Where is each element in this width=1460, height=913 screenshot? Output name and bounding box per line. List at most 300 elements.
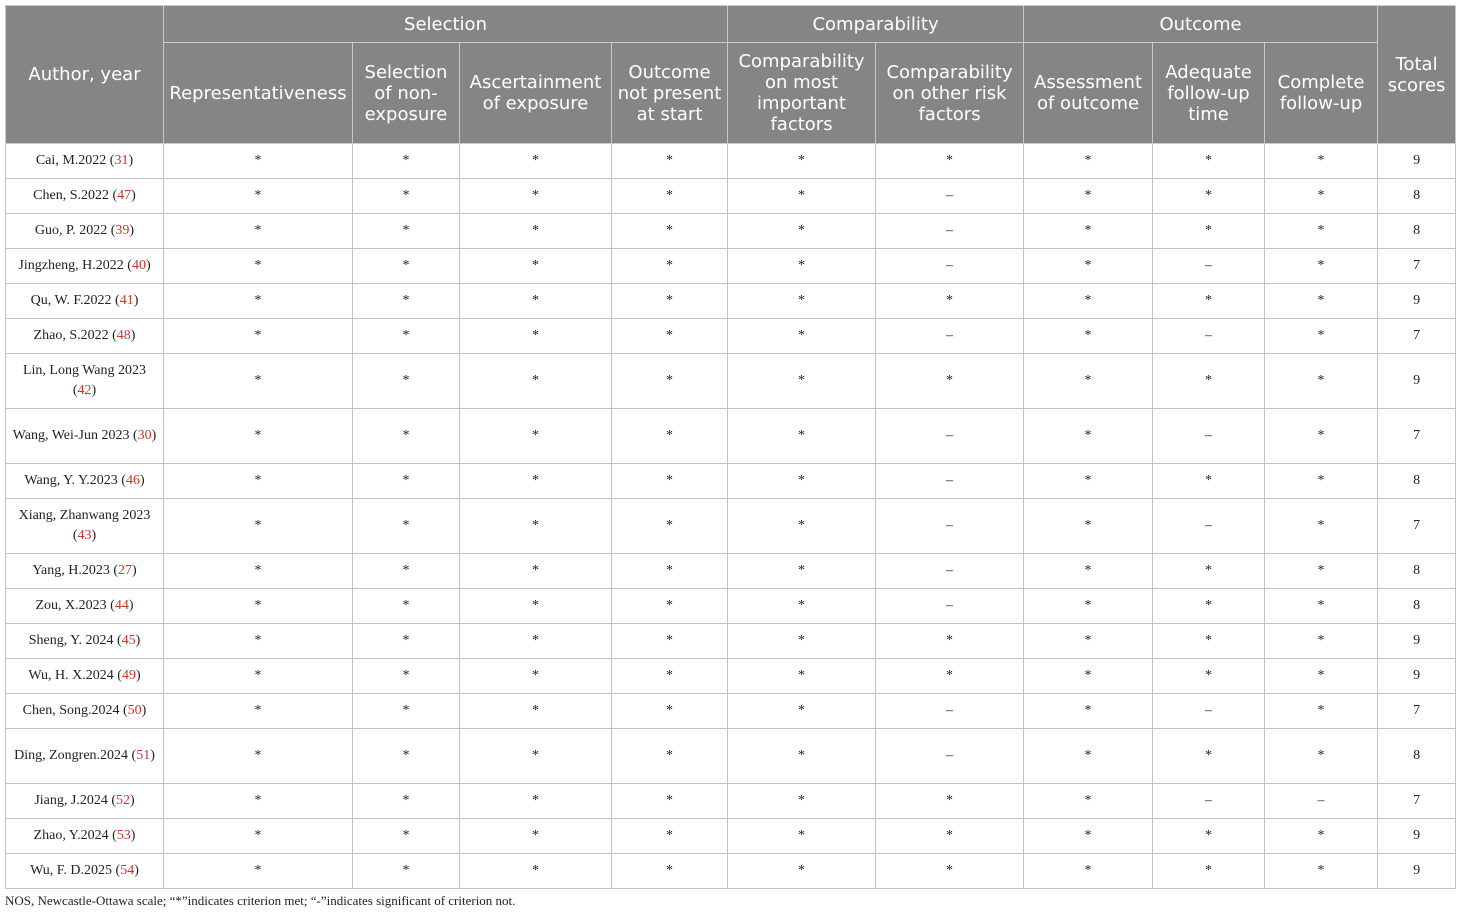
score-cell: * [612, 179, 728, 214]
score-cell: – [1153, 409, 1265, 464]
reference-link[interactable]: 40 [131, 258, 146, 273]
score-cell: * [1265, 819, 1378, 854]
author-text: Jingzheng, H.2022 ( [18, 258, 132, 273]
table-row [6, 589, 1456, 624]
score-cell: * [612, 784, 728, 819]
table-row [6, 179, 1456, 214]
score-cell: * [728, 659, 876, 694]
score-cell: – [1153, 319, 1265, 354]
score-cell: * [1024, 144, 1153, 179]
table-row [6, 214, 1456, 249]
score-cell: * [164, 409, 353, 464]
score-cell: * [728, 784, 876, 819]
author-paren-close: ) [128, 153, 134, 168]
score-cell: * [876, 284, 1024, 319]
header-outcome-not-present: Outcome not present at start [612, 43, 728, 144]
reference-link[interactable]: 54 [120, 863, 135, 878]
score-cell: * [1024, 819, 1153, 854]
header-outcome: Outcome [1024, 6, 1378, 43]
score-cell: – [876, 249, 1024, 284]
score-cell: * [164, 499, 353, 554]
author-cell [6, 249, 164, 284]
header-selection: Selection [164, 6, 728, 43]
score-cell: * [612, 854, 728, 889]
score-cell: * [353, 249, 460, 284]
total-score-cell: 8 [1378, 554, 1456, 589]
score-cell: * [1265, 409, 1378, 464]
score-cell: * [1153, 624, 1265, 659]
score-cell: * [876, 659, 1024, 694]
author-paren-close: ) [91, 383, 97, 398]
score-cell: * [460, 319, 612, 354]
score-cell: * [353, 284, 460, 319]
reference-link[interactable]: 52 [116, 793, 130, 808]
author-paren-close: ) [131, 188, 136, 203]
table-body [6, 144, 1456, 889]
author-text: Yang, H.2023 ( [32, 563, 119, 578]
table-row [6, 249, 1456, 284]
table-row [6, 659, 1456, 694]
author-paren-close: ) [150, 748, 155, 763]
score-cell: * [612, 214, 728, 249]
score-cell: * [353, 589, 460, 624]
author-paren-close: ) [130, 328, 136, 343]
score-cell: * [164, 729, 353, 784]
score-cell: * [164, 214, 353, 249]
score-cell: – [876, 554, 1024, 589]
score-cell: * [1265, 249, 1378, 284]
score-cell: * [353, 694, 460, 729]
score-cell: * [1024, 729, 1153, 784]
score-cell: * [460, 144, 612, 179]
header-complete-follow-up: Complete follow-up [1265, 43, 1378, 144]
author-cell [6, 214, 164, 249]
author-cell [6, 354, 164, 409]
author-paren-close: ) [135, 633, 141, 648]
header-author-year: Author, year [6, 6, 164, 144]
score-cell: – [1153, 694, 1265, 729]
score-cell: * [728, 729, 876, 784]
total-score-cell: 7 [1378, 319, 1456, 354]
total-score-cell: 8 [1378, 589, 1456, 624]
table-row [6, 694, 1456, 729]
author-paren-close: ) [141, 703, 147, 718]
author-cell [6, 659, 164, 694]
score-cell: * [353, 624, 460, 659]
score-cell: * [728, 499, 876, 554]
table-row [6, 144, 1456, 179]
score-cell: * [164, 464, 353, 499]
score-cell: * [1024, 784, 1153, 819]
reference-link[interactable]: 47 [117, 188, 132, 203]
author-text: Wu, H. X.2024 ( [28, 668, 122, 683]
author-cell [6, 144, 164, 179]
reference-link[interactable]: 51 [136, 748, 151, 763]
author-paren-close: ) [129, 223, 135, 238]
header-total-scores: Total scores [1378, 6, 1456, 144]
reference-link[interactable]: 27 [118, 563, 133, 578]
table-row [6, 354, 1456, 409]
total-score-cell: 9 [1378, 624, 1456, 659]
author-text: Wang, Y. Y.2023 ( [24, 473, 126, 488]
author-paren-close: ) [145, 258, 151, 273]
total-score-cell: 8 [1378, 729, 1456, 784]
score-cell: – [876, 499, 1024, 554]
header-comparability-important: Comparability on most important factors [728, 43, 876, 144]
score-cell: * [612, 319, 728, 354]
reference-link[interactable]: 31 [114, 153, 129, 168]
score-cell: * [1265, 464, 1378, 499]
score-cell: * [612, 554, 728, 589]
score-cell: * [460, 784, 612, 819]
score-cell: * [728, 214, 876, 249]
score-cell: * [1265, 499, 1378, 554]
score-cell: * [460, 284, 612, 319]
score-cell: – [1265, 784, 1378, 819]
header-assessment-outcome: Assessment of outcome [1024, 43, 1153, 144]
score-cell: * [164, 249, 353, 284]
author-text: Ding, Zongren.2024 ( [14, 748, 137, 763]
score-cell: * [728, 624, 876, 659]
author-paren-close: ) [130, 793, 135, 808]
author-cell [6, 464, 164, 499]
score-cell: * [876, 784, 1024, 819]
author-text: Zhao, Y.2024 ( [33, 828, 117, 843]
score-cell: * [1265, 179, 1378, 214]
total-score-cell: 9 [1378, 854, 1456, 889]
author-cell [6, 729, 164, 784]
table-row [6, 819, 1456, 854]
score-cell: * [164, 144, 353, 179]
author-text: Guo, P. 2022 ( [34, 223, 116, 238]
score-cell: * [728, 694, 876, 729]
reference-link[interactable]: 48 [116, 328, 131, 343]
total-score-cell: 9 [1378, 659, 1456, 694]
score-cell: * [353, 409, 460, 464]
header-comparability-other: Comparability on other risk factors [876, 43, 1024, 144]
table-row [6, 319, 1456, 354]
score-cell: * [1024, 499, 1153, 554]
author-text: Zou, X.2023 ( [35, 598, 115, 613]
score-cell: * [728, 409, 876, 464]
score-cell: * [164, 784, 353, 819]
author-cell [6, 624, 164, 659]
score-cell: * [353, 179, 460, 214]
score-cell: * [876, 854, 1024, 889]
score-cell: * [1024, 694, 1153, 729]
score-cell: * [164, 554, 353, 589]
table-row [6, 854, 1456, 889]
score-cell: * [164, 589, 353, 624]
score-cell: * [612, 499, 728, 554]
author-paren-close: ) [134, 863, 139, 878]
score-cell: * [1265, 659, 1378, 694]
score-cell: * [353, 144, 460, 179]
author-paren-close: ) [135, 668, 141, 683]
score-cell: * [612, 729, 728, 784]
score-cell: * [1024, 854, 1153, 889]
author-text: Chen, Song.2024 ( [22, 703, 128, 718]
reference-link[interactable]: 43 [77, 528, 92, 543]
score-cell: * [164, 179, 353, 214]
score-cell: * [460, 854, 612, 889]
score-cell: * [1024, 179, 1153, 214]
score-cell: * [1024, 354, 1153, 409]
author-cell [6, 499, 164, 554]
table-row [6, 284, 1456, 319]
score-cell: * [612, 694, 728, 729]
score-cell: * [1024, 409, 1153, 464]
score-cell: – [876, 214, 1024, 249]
author-cell [6, 854, 164, 889]
score-cell: * [1153, 819, 1265, 854]
total-score-cell: 9 [1378, 284, 1456, 319]
score-cell: * [164, 854, 353, 889]
score-cell: – [876, 729, 1024, 784]
author-text: Chen, S.2022 ( [33, 188, 118, 203]
reference-link[interactable]: 46 [125, 473, 140, 488]
score-cell: * [460, 354, 612, 409]
header-ascertainment-exposure: Ascertainment of exposure [460, 43, 612, 144]
reference-link[interactable]: 45 [121, 633, 136, 648]
score-cell: * [460, 819, 612, 854]
nos-quality-table [5, 5, 1456, 889]
table-row [6, 554, 1456, 589]
reference-link[interactable]: 42 [77, 383, 92, 398]
author-cell [6, 284, 164, 319]
score-cell: * [728, 354, 876, 409]
score-cell: * [612, 144, 728, 179]
author-paren-close: ) [139, 473, 145, 488]
score-cell: * [1153, 144, 1265, 179]
author-cell [6, 409, 164, 464]
table-footnote: NOS, Newcastle-Ottawa scale; “*”indicates criterion met; “-”indicates significant of criterion not. [5, 893, 516, 908]
score-cell: * [728, 819, 876, 854]
score-cell: * [1024, 624, 1153, 659]
score-cell: * [353, 659, 460, 694]
reference-link[interactable]: 44 [114, 598, 129, 613]
author-text: Wang, Wei-Jun 2023 ( [12, 428, 138, 443]
score-cell: * [1153, 729, 1265, 784]
score-cell: * [353, 729, 460, 784]
score-cell: * [1024, 589, 1153, 624]
score-cell: * [353, 854, 460, 889]
score-cell: * [612, 589, 728, 624]
score-cell: * [612, 249, 728, 284]
score-cell: * [728, 249, 876, 284]
total-score-cell: 8 [1378, 464, 1456, 499]
score-cell: * [1153, 464, 1265, 499]
author-paren-close: ) [132, 563, 137, 578]
nos-table-container [5, 5, 1455, 889]
score-cell: * [460, 659, 612, 694]
total-score-cell: 9 [1378, 354, 1456, 409]
author-text: Wu, F. D.2025 ( [30, 863, 121, 878]
score-cell: * [728, 554, 876, 589]
table-row [6, 409, 1456, 464]
author-text: Sheng, Y. 2024 ( [28, 633, 122, 648]
score-cell: – [876, 589, 1024, 624]
author-cell [6, 694, 164, 729]
score-cell: * [1024, 464, 1153, 499]
score-cell: * [1024, 214, 1153, 249]
score-cell: * [164, 659, 353, 694]
score-cell: * [612, 284, 728, 319]
score-cell: * [1153, 179, 1265, 214]
score-cell: * [612, 624, 728, 659]
author-text: Xiang, Zhanwang 2023 ( [18, 508, 151, 543]
score-cell: * [1024, 554, 1153, 589]
score-cell: * [728, 589, 876, 624]
score-cell: * [728, 319, 876, 354]
table-row [6, 464, 1456, 499]
total-score-cell: 9 [1378, 819, 1456, 854]
score-cell: * [164, 284, 353, 319]
score-cell: * [460, 179, 612, 214]
author-paren-close: ) [130, 828, 136, 843]
score-cell: * [1265, 554, 1378, 589]
score-cell: * [1153, 354, 1265, 409]
score-cell: * [460, 409, 612, 464]
score-cell: * [612, 819, 728, 854]
score-cell: * [460, 249, 612, 284]
score-cell: * [164, 354, 353, 409]
author-text: Cai, M.2022 ( [35, 153, 115, 168]
reference-link[interactable]: 30 [137, 428, 152, 443]
score-cell: * [1265, 624, 1378, 659]
total-score-cell: 8 [1378, 214, 1456, 249]
score-cell: * [1265, 589, 1378, 624]
author-paren-close: ) [133, 293, 139, 308]
score-cell: * [1024, 284, 1153, 319]
author-text: Jiang, J.2024 ( [34, 793, 116, 808]
score-cell: * [1265, 319, 1378, 354]
score-cell: – [1153, 499, 1265, 554]
header-representativeness: Representativeness [164, 43, 353, 144]
score-cell: * [164, 624, 353, 659]
score-cell: * [1024, 659, 1153, 694]
score-cell: * [353, 464, 460, 499]
score-cell: * [728, 284, 876, 319]
score-cell: * [876, 819, 1024, 854]
score-cell: * [876, 144, 1024, 179]
score-cell: * [353, 214, 460, 249]
score-cell: * [164, 694, 353, 729]
table-row [6, 729, 1456, 784]
author-paren-close: ) [128, 598, 134, 613]
author-cell [6, 319, 164, 354]
total-score-cell: 8 [1378, 179, 1456, 214]
reference-link[interactable]: 49 [121, 668, 136, 683]
score-cell: * [353, 319, 460, 354]
score-cell: * [1153, 284, 1265, 319]
reference-link[interactable]: 50 [127, 703, 142, 718]
score-cell: * [353, 819, 460, 854]
score-cell: * [1265, 694, 1378, 729]
total-score-cell: 7 [1378, 784, 1456, 819]
total-score-cell: 7 [1378, 694, 1456, 729]
score-cell: * [460, 554, 612, 589]
score-cell: * [728, 144, 876, 179]
score-cell: * [1265, 214, 1378, 249]
author-cell [6, 179, 164, 214]
score-cell: * [728, 464, 876, 499]
score-cell: – [876, 464, 1024, 499]
reference-link[interactable]: 41 [119, 293, 134, 308]
score-cell: * [1265, 854, 1378, 889]
reference-link[interactable]: 53 [116, 828, 131, 843]
score-cell: * [1153, 659, 1265, 694]
score-cell: * [876, 354, 1024, 409]
header-comparability: Comparability [728, 6, 1024, 43]
score-cell: * [460, 464, 612, 499]
score-cell: * [353, 784, 460, 819]
reference-link[interactable]: 39 [115, 223, 130, 238]
author-paren-close: ) [151, 428, 157, 443]
score-cell: * [1265, 144, 1378, 179]
score-cell: * [612, 354, 728, 409]
total-score-cell: 7 [1378, 499, 1456, 554]
score-cell: * [1153, 589, 1265, 624]
author-text: Lin, Long Wang 2023 ( [22, 363, 147, 398]
score-cell: * [353, 499, 460, 554]
header-selection-non-exposure: Selection of non-exposure [353, 43, 460, 144]
table-row [6, 784, 1456, 819]
score-cell: * [460, 214, 612, 249]
score-cell: * [1265, 284, 1378, 319]
score-cell: * [876, 624, 1024, 659]
score-cell: * [353, 354, 460, 409]
score-cell: * [1024, 319, 1153, 354]
score-cell: * [460, 729, 612, 784]
author-text: Zhao, S.2022 ( [33, 328, 117, 343]
score-cell: * [728, 854, 876, 889]
score-cell: * [460, 694, 612, 729]
score-cell: * [1024, 249, 1153, 284]
score-cell: * [460, 624, 612, 659]
score-cell: * [1265, 354, 1378, 409]
author-paren-close: ) [91, 528, 97, 543]
score-cell: * [728, 179, 876, 214]
score-cell: – [876, 179, 1024, 214]
author-cell [6, 589, 164, 624]
score-cell: * [164, 319, 353, 354]
score-cell: * [612, 659, 728, 694]
score-cell: * [612, 409, 728, 464]
total-score-cell: 7 [1378, 409, 1456, 464]
score-cell: – [1153, 249, 1265, 284]
score-cell: * [1265, 729, 1378, 784]
author-cell [6, 554, 164, 589]
author-text: Qu, W. F.2022 ( [30, 293, 120, 308]
score-cell: – [876, 319, 1024, 354]
score-cell: * [612, 464, 728, 499]
score-cell: – [1153, 784, 1265, 819]
score-cell: * [460, 589, 612, 624]
total-score-cell: 9 [1378, 144, 1456, 179]
table-row [6, 499, 1456, 554]
score-cell: * [1153, 214, 1265, 249]
score-cell: * [1153, 854, 1265, 889]
header-adequate-follow-up: Adequate follow-up time [1153, 43, 1265, 144]
score-cell: – [876, 694, 1024, 729]
author-cell [6, 784, 164, 819]
score-cell: * [164, 819, 353, 854]
score-cell: * [353, 554, 460, 589]
total-score-cell: 7 [1378, 249, 1456, 284]
score-cell: – [876, 409, 1024, 464]
table-row [6, 624, 1456, 659]
